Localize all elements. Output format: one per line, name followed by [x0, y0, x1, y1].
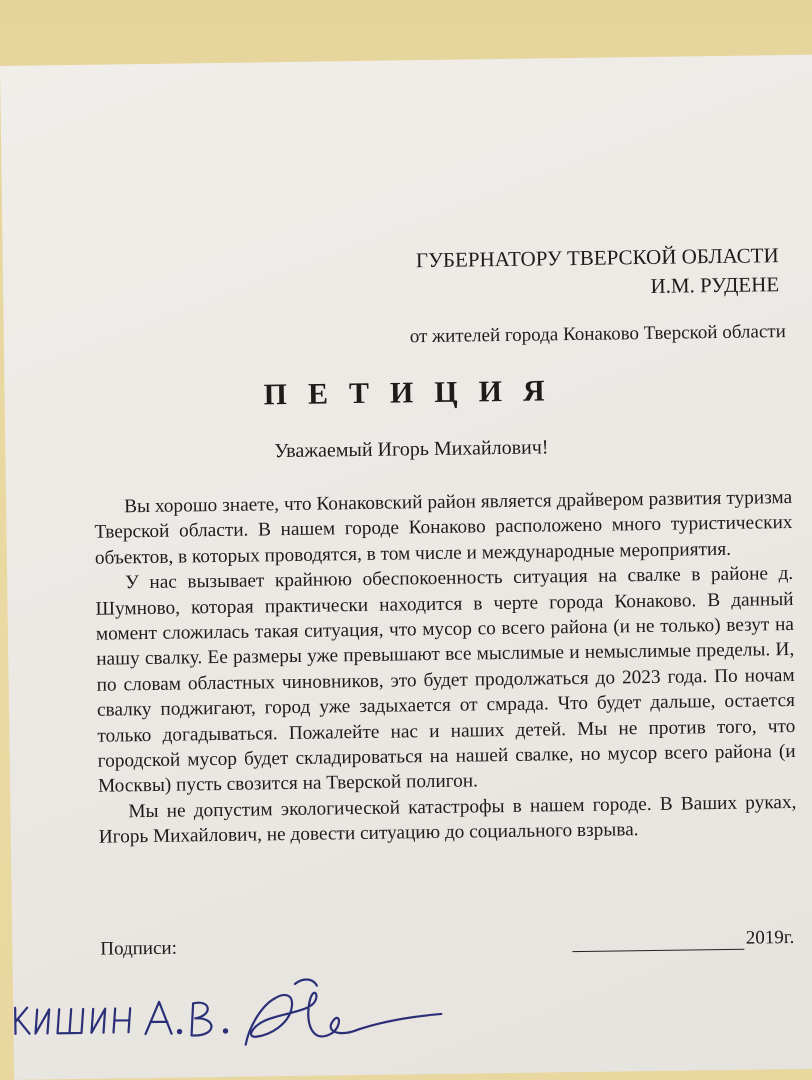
sender-line: от жителей города Конаково Тверской области	[409, 321, 786, 348]
paragraph-2: У нас вызывает крайнюю обеспокоенность ситуация на свалке в районе д. Шумново, которая практически находится в черте города Конаково. В данный момент сложилась такая ситуация, что мусор со всего района (и не только) везут на нашу свалку. Ее размеры уже превышают все мыслимые и немыслимые пределы. И, по словам областных чиновников, это будет продолжаться до 2023 года. По ночам свалку поджигают, город уже задыхается от смрада. Что будет дальше, остается только догадываться. Пожалейте нас и наших детей. Мы не против того, что городской мусор будет складироваться на нашей свалке, но мусор всего района (и Москвы) пусть свозится на Тверской полигон.	[95, 563, 796, 798]
document-title: ПЕТИЦИЯ	[263, 374, 566, 412]
paragraph-3: Мы не допустим экологической катастрофы в нашем городе. В Ваших руках, Игорь Михайлович, не довести ситуацию до социального взрыва.	[98, 791, 797, 848]
date-blank-line	[572, 930, 744, 952]
addressee-block	[259, 241, 780, 306]
date-year: 2019г.	[745, 926, 795, 949]
salutation: Уважаемый Игорь Михайлович!	[274, 436, 549, 463]
date-field	[572, 927, 795, 952]
petition-sheet	[0, 55, 812, 1080]
addressee-line-2: И.М. РУДЕНЕ	[650, 272, 780, 298]
addressee-line-1: ГУБЕРНАТОРУ ТВЕРСКОЙ ОБЛАСТИ	[415, 243, 779, 273]
petition-body	[94, 485, 797, 850]
signatures-label: Подписи:	[100, 937, 178, 960]
paragraph-1: Вы хорошо знаете, что Конаковский район является драйвером развития туризма Тверской области. В нашем городе Конаково расположено много туристических объектов, в которых проводятся, в том числе и международные мероприятия.	[94, 486, 793, 569]
handwritten-signature	[13, 962, 444, 1068]
